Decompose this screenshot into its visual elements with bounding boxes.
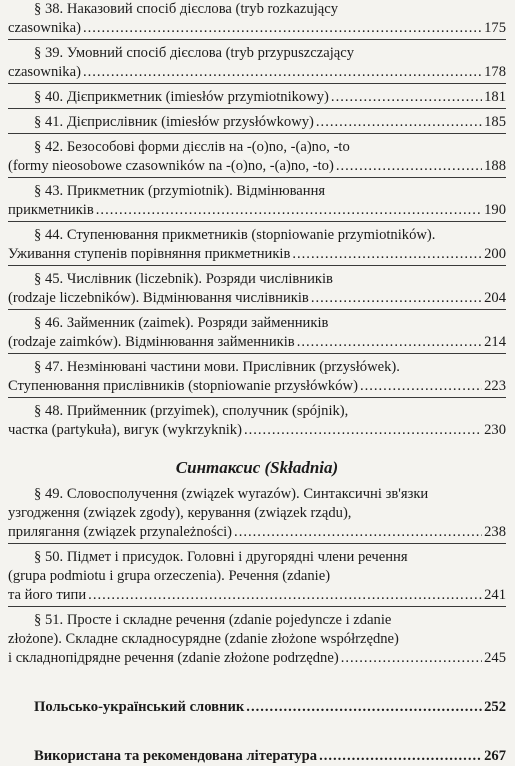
toc-entry [8,0,506,38]
toc-list-appendix [8,698,506,766]
toc-entry-text: czasownika) [8,64,81,80]
toc-entry-line: § 42. Безособові форми дієслів на -(o)no, -(a)no, -to [34,139,350,155]
leader-dots [319,747,482,766]
leader-dots [83,63,482,82]
toc-entry-line: § 51. Просте і складне речення (zdanie pojedyncze i zdanie [34,612,392,628]
toc-entry-last-line [8,88,506,107]
leader-dots [316,113,482,132]
entry-divider [8,397,506,398]
toc-entry-last-line [8,747,506,766]
toc-entry-text: Використана та рекомендована література [34,748,318,764]
page-number: 241 [484,587,506,603]
leader-dots [360,377,482,396]
leader-dots [311,289,482,308]
leader-dots [292,245,482,264]
page-number: 267 [484,748,506,764]
toc-entry-last-line [8,698,506,717]
toc-entry-text: Уживання ступенів порівняння прикметників [8,246,291,262]
toc-entry-line: § 47. Незмінювані частини мови. Прислівник (przysłówek). [34,359,400,375]
toc-entry-text: прикметників [8,202,94,218]
toc-entry-last-line [8,19,506,38]
toc-entry-line: § 46. Займенник (zaimek). Розряди займенників [34,315,329,331]
toc-entry [8,44,506,82]
toc-entry-last-line [8,523,506,542]
toc-entry-text: (rodzaje zaimków). Відмінювання займенників [8,334,295,350]
page-number: 188 [484,158,506,174]
leader-dots [234,523,482,542]
entry-divider [8,108,506,109]
page-number: 214 [484,334,506,350]
page-number: 204 [484,290,506,306]
toc-entry [8,226,506,264]
entry-divider [8,543,506,544]
toc-entry-line: (grupa podmiotu i grupa orzeczenia). Речення (zdanie) [8,568,331,584]
toc-entry-text: частка (partykuła), вигук (wykrzyknik) [8,422,242,438]
toc-entry [8,88,506,107]
toc-entry-last-line [8,201,506,220]
leader-dots [297,333,482,352]
toc-entry-text: (rodzaje liczebników). Відмінювання числівників [8,290,309,306]
toc-list-morphology [8,0,506,440]
toc-entry-last-line [8,377,506,396]
toc-entry-text: прилягання (związek przynależności) [8,524,233,540]
toc-list-syntax [8,485,506,668]
page-number: 238 [484,524,506,540]
section-heading: Синтаксис (Składnia) [175,458,339,477]
toc-entry-last-line [8,157,506,176]
toc-entry-last-line [8,649,506,668]
leader-dots [331,88,482,107]
toc-entry [8,611,506,668]
entry-divider [8,39,506,40]
page-number: 178 [484,64,506,80]
table-of-contents [8,0,506,766]
toc-entry-text: czasownika) [8,20,81,36]
toc-entry-line: узгодження (związek zgody), керування (związek rządu), [8,505,352,521]
toc-entry-text: § 40. Дієприкметник (imiesłów przymiotnikowy) [34,89,329,105]
page-number: 223 [484,378,506,394]
toc-entry [8,182,506,220]
toc-entry [8,270,506,308]
entry-divider [8,309,506,310]
toc-entry [8,358,506,396]
toc-entry-text: Ступенювання прислівників (stopniowanie przysłówków) [8,378,358,394]
entry-divider [8,133,506,134]
toc-entry-last-line [8,63,506,82]
toc-entry-last-line [8,421,506,440]
entry-divider [8,83,506,84]
leader-dots [83,19,482,38]
entry-divider [8,221,506,222]
toc-entry-line: § 43. Прикметник (przymiotnik). Відмінювання [34,183,326,199]
toc-entry-line: złożone). Складне складносурядне (zdanie złożone współrzędne) [8,631,399,647]
toc-entry [8,314,506,352]
toc-entry [8,548,506,605]
page-number: 181 [484,89,506,105]
page-number: 175 [484,20,506,36]
toc-entry-text: § 41. Дієприслівник (imiesłów przysłówkowy) [34,114,314,130]
page-number: 190 [484,202,506,218]
toc-entry-line: § 38. Наказовий спосіб дієслова (tryb rozkazujący [34,1,339,17]
toc-entry-text: та його типи [8,587,87,603]
toc-entry-line: § 50. Підмет і присудок. Головні і другорядні члени речення [34,549,408,565]
page-number: 245 [484,650,506,666]
leader-dots [244,421,482,440]
entry-divider [8,606,506,607]
page-number: 252 [484,699,506,715]
toc-entry-line: § 45. Числівник (liczebnik). Розряди числівників [34,271,333,287]
toc-entry-last-line [8,333,506,352]
page-number: 230 [484,422,506,438]
toc-entry-text: (formy nieosobowe czasowników na -(o)no, -(a)no, -to) [8,158,334,174]
entry-divider [8,265,506,266]
leader-dots [246,698,482,717]
toc-appendix-entry [8,747,506,766]
toc-entry [8,113,506,132]
toc-entry-text: Польсько-український словник [34,699,245,715]
toc-entry-line: § 49. Словосполучення (związek wyrazów). Синтаксичні зв'язки [34,486,429,502]
leader-dots [96,201,482,220]
toc-entry-text: і складнопідрядне речення (zdanie złożone podrzędne) [8,650,339,666]
entry-divider [8,353,506,354]
leader-dots [341,649,482,668]
toc-entry [8,485,506,542]
toc-entry-last-line [8,113,506,132]
toc-entry-line: § 39. Умовний спосіб дієслова (tryb przypuszczający [34,45,355,61]
toc-entry-line: § 48. Прийменник (przyimek), сполучник (spójnik), [34,403,349,419]
toc-entry [8,402,506,440]
leader-dots [88,586,482,605]
toc-entry-last-line [8,289,506,308]
page-number: 185 [484,114,506,130]
leader-dots [336,157,482,176]
toc-entry-line: § 44. Ступенювання прикметників (stopniowanie przymiotników). [34,227,436,243]
entry-divider [8,177,506,178]
toc-appendix-entry [8,698,506,717]
toc-entry-last-line [8,586,506,605]
page-number: 200 [484,246,506,262]
toc-entry-last-line [8,245,506,264]
toc-entry [8,138,506,176]
